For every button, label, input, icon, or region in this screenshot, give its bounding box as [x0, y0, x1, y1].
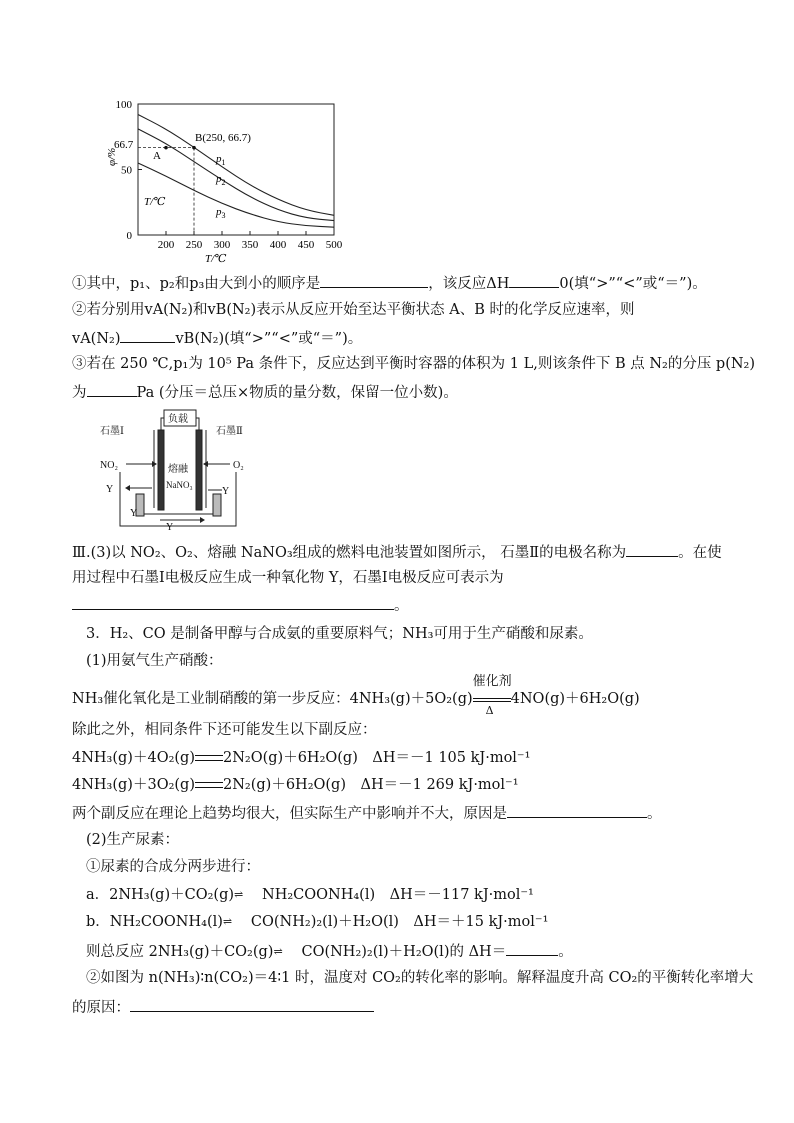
graphite-2-label: 石墨Ⅱ — [216, 426, 243, 437]
s3-intro-text: 3．H₂、CO 是制备甲醇与合成氨的重要原料气；NH₃可用于生产硝酸和尿素。 — [86, 626, 593, 642]
y-tick-label: 100 — [115, 99, 132, 111]
rb-right: CO(NH₂)₂(l)＋H₂O(l) ΔH＝＋15 kJ·mol⁻¹ — [250, 914, 549, 930]
part3-line3 — [72, 594, 734, 616]
graphite-1-electrode — [158, 430, 164, 510]
why-text: 两个副反应在理论上趋势均很大，但实际生产中影响并不大，原因是 — [72, 806, 507, 822]
catalyst-label: 催化剂 — [472, 674, 512, 689]
y-axis-label: φ/% — [106, 147, 118, 166]
answer-blank[interactable] — [130, 996, 374, 1012]
part3-text-d: 。 — [394, 598, 409, 614]
fig-text-b: 的原因： — [72, 1000, 130, 1016]
question-2-line1 — [72, 300, 734, 320]
x-tick-label: 250 — [185, 239, 203, 251]
question-1 — [72, 272, 734, 294]
eq1-right: 2N₂O(g)＋6H₂O(g) ΔH＝－1 105 kJ·mol⁻¹ — [223, 750, 531, 766]
q1-text-b: ，该反应ΔH — [428, 276, 510, 292]
part3-line1 — [72, 541, 734, 563]
part3-text-b: 。在使 — [678, 545, 722, 561]
ra-left: a．2NH₃(g)＋CO₂(g) — [86, 887, 235, 903]
s3-side — [72, 720, 734, 740]
answer-blank[interactable] — [320, 272, 428, 288]
heat-label: Δ — [485, 704, 494, 717]
total-end: 。 — [558, 944, 573, 960]
total-left: 则总反应 2NH₃(g)＋CO₂(g) — [86, 944, 274, 960]
y-tick-label: 50 — [121, 164, 132, 177]
part3-text-a: Ⅲ.(3)以 NO₂、O₂、熔融 NaNO₃组成的燃料电池装置如图所示， 石墨Ⅱ的电极名称为 — [72, 545, 627, 561]
series-line-p1 — [138, 114, 334, 215]
phi-temperature-chart — [100, 96, 350, 265]
s3-total — [86, 940, 734, 962]
answer-blank[interactable] — [506, 940, 558, 956]
why-end: 。 — [647, 806, 662, 822]
y-label-bottom: Y — [166, 522, 174, 533]
s3-eq2 — [72, 775, 734, 795]
q3-text-a: ③若在 250 ℃,p₁为 10⁵ Pa 条件下，反应达到平衡时容器的体积为 1 L,则该条件下 B 点 N₂的分压 p(N₂) — [72, 356, 756, 372]
equilibrium-arrow: ⇌ — [273, 945, 283, 958]
q2-text-b: vA(N₂) — [72, 331, 121, 347]
eq2-right: 2N₂(g)＋6H₂O(g) ΔH＝－1 269 kJ·mol⁻¹ — [223, 777, 519, 793]
o2-label: O₂ — [233, 460, 244, 471]
question-3-line2 — [72, 381, 734, 403]
total-right: CO(NH₂)₂(l)＋H₂O(l)的 ΔH＝ — [301, 944, 507, 960]
equal-sign — [195, 755, 223, 761]
answer-blank[interactable] — [120, 327, 175, 343]
point-A-label: A — [153, 150, 161, 162]
s3-reaction-a — [86, 885, 734, 905]
eq1-left: 4NH₃(g)＋4O₂(g) — [72, 750, 195, 766]
part3-text-c: 用过程中石墨Ⅰ电极反应生成一种氧化物 Y，石墨Ⅰ电极反应可表示为 — [72, 570, 504, 586]
no2-label: NO₂ — [100, 460, 118, 471]
x-tick-label: 350 — [241, 239, 259, 251]
q1-text-a: ①其中，p₁、p₂和p₃由大到小的顺序是 — [72, 276, 321, 292]
q2-text-c: vB(N₂)(填“>”“<”或“＝”)。 — [175, 331, 363, 347]
answer-blank[interactable] — [507, 802, 647, 818]
fig-text-a: ②如图为 n(NH₃)∶n(CO₂)＝4∶1 时，温度对 CO₂的转化率的影响。解释温度升高 CO₂的平衡转化率增大 — [86, 970, 754, 986]
s3-sub1-text: (1)用氨气生产硝酸： — [86, 653, 223, 669]
hatch-right — [213, 494, 221, 516]
equilibrium-arrow: ⇌ — [234, 888, 244, 901]
eq2-left: 4NH₃(g)＋3O₂(g) — [72, 777, 195, 793]
point-B — [192, 146, 196, 150]
x-tick-label: 500 — [325, 239, 343, 251]
part3-line2 — [72, 568, 734, 588]
two-steps-text: ①尿素的合成分两步进行： — [86, 859, 260, 875]
s3-sub1 — [86, 651, 734, 671]
r1-right: 4NO(g)＋6H₂O(g) — [510, 691, 640, 707]
series-label-p3: $p_3$ — [216, 206, 226, 220]
x-tick-label: 450 — [297, 239, 315, 251]
series-label-p2: $p_2$ — [216, 173, 226, 187]
q1-text-c: 0(填“>”“<”或“＝”)。 — [559, 276, 707, 292]
inner-t-label: T/℃ — [144, 196, 166, 208]
answer-blank[interactable] — [626, 541, 678, 557]
y-label-left: Y — [106, 484, 114, 495]
s3-eq1 — [72, 748, 734, 768]
y-tick-label: 0 — [126, 230, 132, 242]
ra-right: NH₂COONH₄(l) ΔH＝－117 kJ·mol⁻¹ — [262, 887, 534, 903]
question-2-line2 — [72, 327, 734, 349]
y-marker-label: 66.7 — [114, 139, 134, 151]
load-label: 负载 — [168, 414, 188, 425]
question-3-line1 — [72, 354, 756, 374]
answer-blank[interactable] — [509, 272, 559, 288]
s3-why — [72, 802, 734, 824]
point-A — [164, 146, 168, 150]
q2-text-a: ②若分别用vA(N₂)和vB(N₂)表示从反应开始至达平衡状态 A、B 时的化学反应速率，则 — [72, 302, 635, 318]
x-tick-label: 200 — [157, 239, 175, 251]
s3-two-steps — [86, 857, 734, 877]
side-text: 除此之外，相同条件下还可能发生以下副反应： — [72, 722, 377, 738]
s3-sub2 — [86, 830, 734, 850]
s3-fig-line1 — [86, 968, 754, 988]
y-label-left-bottom: Y — [130, 508, 138, 519]
graphite-1-label: 石墨Ⅰ — [100, 426, 124, 437]
equilibrium-arrow: ⇌ — [222, 915, 233, 928]
r1-left: NH₃催化氧化是工业制硝酸的第一步反应：4NH₃(g)＋5O₂(g) — [72, 691, 473, 707]
x-tick-label: 300 — [213, 239, 231, 251]
s3-fig-line2 — [72, 996, 734, 1018]
q3-text-c: Pa (分压＝总压×物质的量分数，保留一位小数)。 — [136, 385, 458, 401]
s3-sub2-text: (2)生产尿素： — [86, 832, 180, 848]
s3-intro — [86, 624, 734, 644]
graphite-2-electrode — [196, 430, 202, 510]
answer-blank[interactable] — [72, 594, 394, 610]
s3-reaction-b — [86, 912, 734, 932]
nano3-label: NaNO₃ — [166, 480, 193, 490]
plot-frame — [138, 104, 334, 235]
fuel-cell-diagram — [100, 408, 260, 533]
series-label-p1: $p_1$ — [216, 153, 226, 167]
answer-blank[interactable] — [87, 381, 137, 397]
y-label-right: Y — [222, 486, 230, 497]
melt-label: 熔融 — [168, 464, 188, 475]
rb-left: b．NH₂COONH₄(l) — [86, 914, 223, 930]
q3-text-b: 为 — [72, 385, 87, 401]
x-tick-label: 400 — [269, 239, 287, 251]
x-axis-label: T/℃ — [205, 253, 227, 265]
s3-reaction-1 — [72, 674, 734, 717]
equal-sign — [195, 782, 223, 788]
catalyst-arrow — [472, 674, 512, 717]
point-B-label: B(250, 66.7) — [195, 132, 251, 144]
